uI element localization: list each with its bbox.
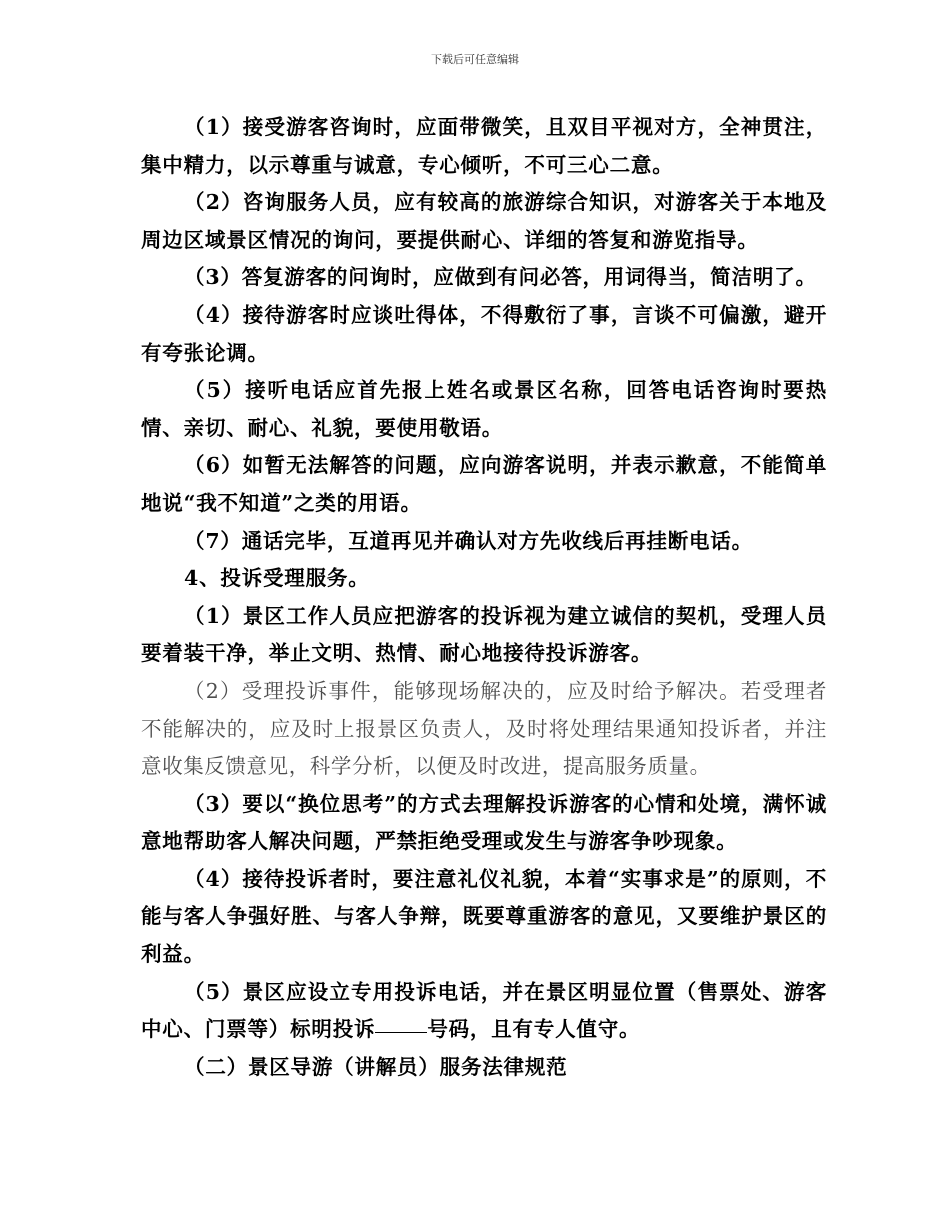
fill-in-blank xyxy=(375,1031,427,1033)
page-header-note: 下载后可任意编辑 xyxy=(431,53,519,66)
section-heading-complaints: 4、投诉受理服务。 xyxy=(184,566,370,591)
paragraph-consult-3: （3）答复游客的问询时，应做到有问必答，用词得当，简洁明了。 xyxy=(184,265,817,290)
paragraph-complaint-5-before: （5）景区应设立专用投诉电话，并在景区明显位置（售票处、游客中心、门票等）标明投诉 xyxy=(141,979,827,1042)
paragraph-complaint-2: （2）受理投诉事件，能够现场解决的，应及时给予解决。若受理者不能解决的，应及时上报景区负责人，及时将处理结果通知投诉者，并注意收集反馈意见，科学分析，以便及时改进，提高服务质量。 xyxy=(141,678,827,779)
paragraph-complaint-5-after: 号码，且有专人值守。 xyxy=(427,1017,641,1042)
paragraph-consult-2: （2）咨询服务人员，应有较高的旅游综合知识，对游客关于本地及周边区域景区情况的询问，要提供耐心、详细的答复和游览指导。 xyxy=(141,190,827,252)
paragraph-consult-4: （4）接待游客时应谈吐得体，不得敷衍了事，言谈不可偏激，避开有夸张论调。 xyxy=(141,302,827,365)
section-heading-guide-service: （二）景区导游（讲解员）服务法律规范 xyxy=(184,1054,568,1079)
paragraph-consult-5: （5）接听电话应首先报上姓名或景区名称，回答电话咨询时要热情、亲切、耐心、礼貌，要使用敬语。 xyxy=(141,378,827,440)
paragraph-complaint-4: （4）接待投诉者时，要注意礼仪礼貌，本着“实事求是”的原则，不能与客人争强好胜、与客人争辩，既要尊重游客的意见，又要维护景区的利益。 xyxy=(141,866,827,967)
paragraph-consult-7: （7）通话完毕，互道再见并确认对方先收线后再挂断电话。 xyxy=(184,528,753,553)
document-body xyxy=(141,109,827,1086)
paragraph-complaint-3: （3）要以“换位思考”的方式去理解投诉游客的心情和处境，满怀诚意地帮助客人解决问题，严禁拒绝受理或发生与游客争吵现象。 xyxy=(141,791,827,854)
paragraph-complaint-1: （1）景区工作人员应把游客的投诉视为建立诚信的契机，受理人员要着装干净，举止文明、热情、耐心地接待投诉游客。 xyxy=(141,603,827,666)
paragraph-consult-6: （6）如暂无法解答的问题，应向游客说明，并表示歉意，不能简单地说“我不知道”之类的用语。 xyxy=(141,453,827,515)
paragraph-consult-1: （1）接受游客咨询时，应面带微笑，且双目平视对方，全神贯注，集中精力，以示尊重与诚意，专心倾听，不可三心二意。 xyxy=(141,115,827,177)
paragraph-complaint-5 xyxy=(141,974,827,1049)
